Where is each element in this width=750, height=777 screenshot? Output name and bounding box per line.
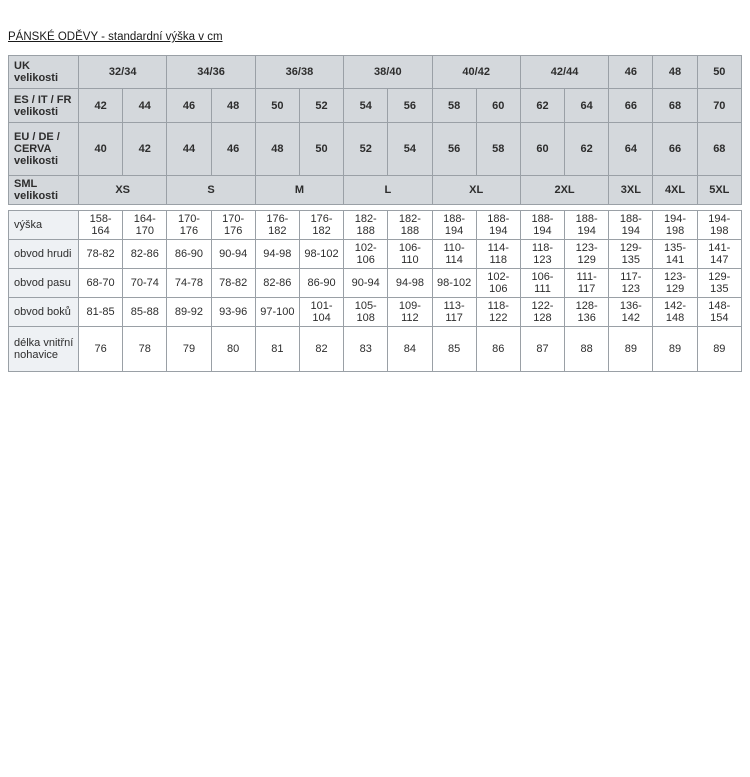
size-header-cell: 52 — [344, 123, 388, 176]
size-table-header — [8, 55, 742, 205]
size-header-cell: 4XL — [653, 176, 697, 205]
size-header-cell: 38/40 — [344, 56, 432, 89]
measurement-value-cell: 82-86 — [123, 240, 167, 269]
size-header-cell: 42 — [123, 123, 167, 176]
size-header-cell: 44 — [167, 123, 211, 176]
measurement-row — [9, 240, 742, 269]
measurement-value-cell: 82-86 — [255, 269, 299, 298]
measurement-value-cell: 106-110 — [388, 240, 432, 269]
measurement-value-cell: 118-122 — [476, 298, 520, 327]
measurement-value-cell: 194-198 — [697, 211, 741, 240]
size-header-cell: 64 — [565, 89, 609, 123]
measurement-value-cell: 74-78 — [167, 269, 211, 298]
size-header-cell: 40/42 — [432, 56, 520, 89]
size-header-cell: 46 — [211, 123, 255, 176]
size-header-cell: 46 — [609, 56, 653, 89]
measurement-value-cell: 123-129 — [653, 269, 697, 298]
measurement-value-cell: 93-96 — [211, 298, 255, 327]
row-label-cell: obvod pasu — [9, 269, 79, 298]
measurement-value-cell: 90-94 — [344, 269, 388, 298]
row-label-cell: EU / DE / CERVA velikosti — [9, 123, 79, 176]
measurement-value-cell: 188-194 — [520, 211, 564, 240]
header-row — [9, 89, 742, 123]
measurement-value-cell: 68-70 — [79, 269, 123, 298]
row-label-cell: délka vnitřní nohavice — [9, 327, 79, 372]
measurement-value-cell: 113-117 — [432, 298, 476, 327]
size-header-cell: 48 — [255, 123, 299, 176]
size-header-cell: 54 — [388, 123, 432, 176]
size-header-cell: 3XL — [609, 176, 653, 205]
size-header-cell: 66 — [609, 89, 653, 123]
size-header-cell: 68 — [653, 89, 697, 123]
measurement-row — [9, 298, 742, 327]
size-header-cell: 36/38 — [255, 56, 343, 89]
size-header-cell: 42 — [79, 89, 123, 123]
measurement-value-cell: 164-170 — [123, 211, 167, 240]
measurement-value-cell: 188-194 — [609, 211, 653, 240]
measurement-value-cell: 188-194 — [565, 211, 609, 240]
measurement-value-cell: 79 — [167, 327, 211, 372]
measurement-value-cell: 89 — [697, 327, 741, 372]
row-label-cell: obvod boků — [9, 298, 79, 327]
size-header-cell: 48 — [653, 56, 697, 89]
size-header-cell: 60 — [476, 89, 520, 123]
measurement-value-cell: 182-188 — [388, 211, 432, 240]
size-header-cell: 54 — [344, 89, 388, 123]
size-header-cell: 2XL — [520, 176, 608, 205]
measurement-value-cell: 82 — [299, 327, 343, 372]
measurement-value-cell: 170-176 — [211, 211, 255, 240]
size-header-cell: 60 — [520, 123, 564, 176]
measurement-value-cell: 110-114 — [432, 240, 476, 269]
measurement-row — [9, 327, 742, 372]
header-rows — [9, 56, 742, 205]
size-chart-page — [8, 27, 742, 372]
size-header-cell: 50 — [299, 123, 343, 176]
measurement-value-cell: 86-90 — [299, 269, 343, 298]
size-header-cell: 56 — [432, 123, 476, 176]
measurement-value-cell: 78 — [123, 327, 167, 372]
size-header-cell: 66 — [653, 123, 697, 176]
measurement-value-cell: 86-90 — [167, 240, 211, 269]
size-header-cell: 42/44 — [520, 56, 608, 89]
measurement-value-cell: 117-123 — [609, 269, 653, 298]
measurement-value-cell: 84 — [388, 327, 432, 372]
measurement-value-cell: 101-104 — [299, 298, 343, 327]
header-row — [9, 123, 742, 176]
measurement-value-cell: 83 — [344, 327, 388, 372]
size-header-cell: XS — [79, 176, 167, 205]
measurement-row — [9, 269, 742, 298]
measurement-value-cell: 105-108 — [344, 298, 388, 327]
size-header-cell: 46 — [167, 89, 211, 123]
measurement-value-cell: 170-176 — [167, 211, 211, 240]
row-label-cell: SML velikosti — [9, 176, 79, 205]
row-label-cell: UK velikosti — [9, 56, 79, 89]
size-table-body — [8, 210, 742, 372]
measurement-value-cell: 81 — [255, 327, 299, 372]
measurement-value-cell: 81-85 — [79, 298, 123, 327]
measurement-value-cell: 142-148 — [653, 298, 697, 327]
measurement-row — [9, 211, 742, 240]
size-header-cell: 40 — [79, 123, 123, 176]
measurement-value-cell: 129-135 — [697, 269, 741, 298]
row-label-cell: ES / IT / FR velikosti — [9, 89, 79, 123]
measurement-value-cell: 78-82 — [211, 269, 255, 298]
measurement-value-cell: 97-100 — [255, 298, 299, 327]
measurement-value-cell: 141-147 — [697, 240, 741, 269]
measurement-value-cell: 158-164 — [79, 211, 123, 240]
measurement-value-cell: 85-88 — [123, 298, 167, 327]
measurement-value-cell: 118-123 — [520, 240, 564, 269]
size-header-cell: 62 — [520, 89, 564, 123]
measurement-value-cell: 106-111 — [520, 269, 564, 298]
size-header-cell: 64 — [609, 123, 653, 176]
measurement-value-cell: 87 — [520, 327, 564, 372]
size-header-cell: 32/34 — [79, 56, 167, 89]
size-header-cell: L — [344, 176, 432, 205]
measurement-value-cell: 114-118 — [476, 240, 520, 269]
size-header-cell: 58 — [476, 123, 520, 176]
measurement-value-cell: 188-194 — [476, 211, 520, 240]
measurement-value-cell: 188-194 — [432, 211, 476, 240]
size-header-cell: 62 — [565, 123, 609, 176]
measurement-value-cell: 94-98 — [255, 240, 299, 269]
size-header-cell: S — [167, 176, 255, 205]
size-header-cell: 50 — [697, 56, 741, 89]
measurement-value-cell: 86 — [476, 327, 520, 372]
measurement-value-cell: 98-102 — [299, 240, 343, 269]
measurement-value-cell: 102-106 — [344, 240, 388, 269]
measurement-value-cell: 76 — [79, 327, 123, 372]
size-header-cell: XL — [432, 176, 520, 205]
measurement-value-cell: 128-136 — [565, 298, 609, 327]
size-header-cell: 70 — [697, 89, 741, 123]
size-header-cell: 56 — [388, 89, 432, 123]
size-header-cell: M — [255, 176, 343, 205]
size-header-cell: 68 — [697, 123, 741, 176]
measurement-value-cell: 85 — [432, 327, 476, 372]
measurement-value-cell: 94-98 — [388, 269, 432, 298]
measurement-value-cell: 90-94 — [211, 240, 255, 269]
row-label-cell: výška — [9, 211, 79, 240]
measurement-value-cell: 194-198 — [653, 211, 697, 240]
size-header-cell: 5XL — [697, 176, 741, 205]
size-header-cell: 52 — [299, 89, 343, 123]
measurement-value-cell: 70-74 — [123, 269, 167, 298]
header-row — [9, 176, 742, 205]
size-header-cell: 44 — [123, 89, 167, 123]
measurement-value-cell: 89 — [609, 327, 653, 372]
row-label-cell: obvod hrudi — [9, 240, 79, 269]
measurement-value-cell: 88 — [565, 327, 609, 372]
size-header-cell: 48 — [211, 89, 255, 123]
size-header-cell: 58 — [432, 89, 476, 123]
size-header-cell: 34/36 — [167, 56, 255, 89]
measurement-value-cell: 98-102 — [432, 269, 476, 298]
measurement-value-cell: 182-188 — [344, 211, 388, 240]
body-rows — [9, 211, 742, 372]
page-title: PÁNSKÉ ODĚVY - standardní výška v cm — [8, 31, 223, 43]
size-header-cell: 50 — [255, 89, 299, 123]
measurement-value-cell: 109-112 — [388, 298, 432, 327]
measurement-value-cell: 102-106 — [476, 269, 520, 298]
measurement-value-cell: 80 — [211, 327, 255, 372]
measurement-value-cell: 136-142 — [609, 298, 653, 327]
measurement-value-cell: 89-92 — [167, 298, 211, 327]
measurement-value-cell: 122-128 — [520, 298, 564, 327]
measurement-value-cell: 176-182 — [299, 211, 343, 240]
measurement-value-cell: 89 — [653, 327, 697, 372]
measurement-value-cell: 111-117 — [565, 269, 609, 298]
measurement-value-cell: 78-82 — [79, 240, 123, 269]
measurement-value-cell: 176-182 — [255, 211, 299, 240]
measurement-value-cell: 123-129 — [565, 240, 609, 269]
measurement-value-cell: 148-154 — [697, 298, 741, 327]
measurement-value-cell: 135-141 — [653, 240, 697, 269]
header-row — [9, 56, 742, 89]
measurement-value-cell: 129-135 — [609, 240, 653, 269]
